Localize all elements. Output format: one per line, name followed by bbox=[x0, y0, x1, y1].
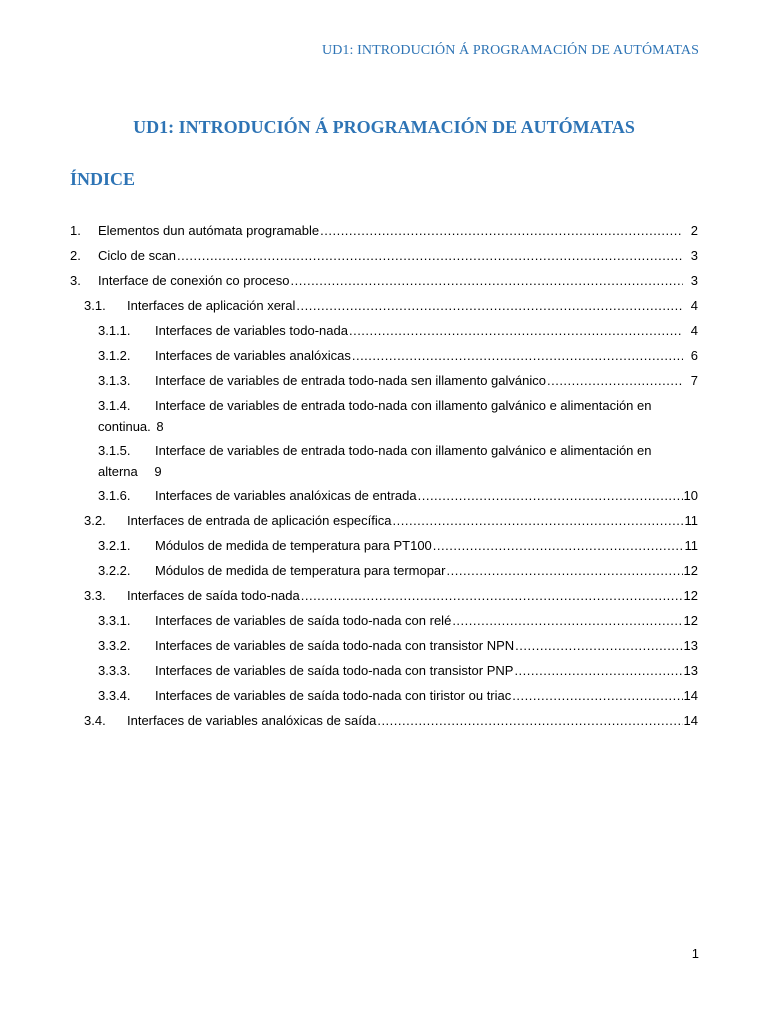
toc-entry-title: Interfaces de variables todo-nada bbox=[155, 323, 348, 338]
table-of-contents bbox=[70, 220, 698, 732]
dot-leader bbox=[447, 560, 683, 582]
toc-entry[interactable] bbox=[70, 220, 698, 242]
dot-leader bbox=[512, 685, 682, 707]
toc-entry-title: Módulos de medida de temperatura para termopar bbox=[155, 563, 446, 578]
toc-entry-title: Interface de variables de entrada todo-nada con illamento galvánico e alimentación en bbox=[155, 398, 652, 413]
toc-entry-page: 6 bbox=[690, 348, 698, 363]
toc-entry[interactable] bbox=[70, 510, 698, 532]
toc-entry-number: 3.3.4. bbox=[98, 688, 131, 703]
toc-entry-title: Elementos dun autómata programable bbox=[98, 223, 320, 238]
toc-entry-number: 3.2.2. bbox=[98, 563, 131, 578]
toc-entry-number: 2. bbox=[70, 248, 81, 263]
dot-leader bbox=[296, 295, 683, 317]
toc-entry-page: 14 bbox=[683, 713, 698, 728]
running-header: UD1: INTRODUCIÓN Á PROGRAMACIÓN DE AUTÓMATAS bbox=[321, 43, 699, 58]
toc-entry-number: 3.1.5. bbox=[98, 443, 131, 458]
toc-entry-number: 3. bbox=[70, 273, 81, 288]
toc-entry-page: 13 bbox=[683, 663, 698, 678]
toc-entry[interactable] bbox=[70, 685, 698, 707]
toc-entry-title: Interfaces de variables de saída todo-nada con tiristor ou triac bbox=[155, 688, 512, 703]
toc-entry-title: Módulos de medida de temperatura para PT100 bbox=[155, 538, 432, 553]
toc-entry-number: 3.3. bbox=[84, 588, 106, 603]
toc-entry-page: 12 bbox=[683, 613, 698, 628]
toc-entry-title: Interface de variables de entrada todo-nada con illamento galvánico e alimentación en bbox=[155, 443, 652, 458]
dot-leader bbox=[418, 485, 683, 507]
toc-entry-page: 7 bbox=[690, 373, 698, 388]
toc-entry[interactable] bbox=[70, 710, 698, 732]
toc-entry[interactable] bbox=[70, 345, 698, 367]
toc-entry-title: Interface de variables de entrada todo-nada sen illamento galvánico bbox=[155, 373, 546, 388]
dot-leader bbox=[514, 660, 682, 682]
toc-entry-number: 3.3.1. bbox=[98, 613, 131, 628]
toc-entry-page: 10 bbox=[683, 488, 698, 503]
toc-entry-number: 3.4. bbox=[84, 713, 106, 728]
toc-entry[interactable] bbox=[70, 440, 698, 482]
toc-entry-title: Interfaces de entrada de aplicación específica bbox=[127, 513, 392, 528]
toc-entry[interactable] bbox=[70, 660, 698, 682]
toc-entry-title: Interfaces de variables de saída todo-nada con transistor NPN bbox=[155, 638, 515, 653]
toc-entry-title: Interfaces de variables de saída todo-nada con transistor PNP bbox=[155, 663, 514, 678]
dot-leader bbox=[393, 510, 683, 532]
toc-entry-number: 3.2.1. bbox=[98, 538, 131, 553]
toc-entry[interactable] bbox=[70, 245, 698, 267]
toc-entry-title: Interfaces de variables de saída todo-nada con relé bbox=[155, 613, 452, 628]
toc-entry-title: Interfaces de aplicación xeral bbox=[127, 298, 296, 313]
toc-entry[interactable] bbox=[70, 320, 698, 342]
document-title: UD1: INTRODUCIÓN Á PROGRAMACIÓN DE AUTÓMATAS bbox=[133, 117, 635, 137]
index-heading: ÍNDICE bbox=[70, 169, 136, 189]
toc-entry-number: 3.1.3. bbox=[98, 373, 131, 388]
toc-entry[interactable] bbox=[70, 535, 698, 557]
toc-entry[interactable] bbox=[70, 395, 698, 437]
dot-leader bbox=[320, 220, 683, 242]
toc-entry-page: 9 bbox=[154, 464, 162, 479]
toc-entry-title: Ciclo de scan bbox=[98, 248, 177, 263]
toc-entry-number: 3.3.3. bbox=[98, 663, 131, 678]
dot-leader bbox=[349, 320, 683, 342]
dot-leader bbox=[177, 245, 683, 267]
toc-entry[interactable] bbox=[70, 635, 698, 657]
toc-entry-title: Interface de conexión co proceso bbox=[98, 273, 290, 288]
toc-entry-number: 3.1.2. bbox=[98, 348, 131, 363]
toc-entry[interactable] bbox=[70, 370, 698, 392]
toc-entry-page: 13 bbox=[683, 638, 698, 653]
dot-leader bbox=[515, 635, 682, 657]
toc-entry-page: 11 bbox=[684, 513, 698, 528]
toc-entry-page: 14 bbox=[683, 688, 698, 703]
page-number: 1 bbox=[691, 946, 699, 961]
toc-entry[interactable] bbox=[70, 560, 698, 582]
toc-entry-title-continuation: continua. bbox=[98, 419, 151, 434]
toc-entry-title: Interfaces de variables analóxicas bbox=[155, 348, 351, 363]
toc-entry[interactable] bbox=[70, 485, 698, 507]
dot-leader bbox=[352, 345, 683, 367]
toc-entry-number: 3.3.2. bbox=[98, 638, 131, 653]
dot-leader bbox=[433, 535, 683, 557]
toc-entry-page: 11 bbox=[684, 538, 698, 553]
toc-entry[interactable] bbox=[70, 295, 698, 317]
toc-entry-number: 3.1. bbox=[84, 298, 106, 313]
toc-entry-title: Interfaces de variables analóxicas de entrada bbox=[155, 488, 417, 503]
toc-entry-title: Interfaces de saída todo-nada bbox=[127, 588, 300, 603]
toc-entry-number: 1. bbox=[70, 223, 81, 238]
dot-leader bbox=[291, 270, 683, 292]
toc-entry[interactable] bbox=[70, 585, 698, 607]
toc-entry-title-continuation: alterna bbox=[98, 464, 138, 479]
toc-entry-number: 3.2. bbox=[84, 513, 106, 528]
toc-entry[interactable] bbox=[70, 610, 698, 632]
toc-entry-page: 12 bbox=[683, 563, 698, 578]
dot-leader bbox=[547, 370, 683, 392]
toc-entry-number: 3.1.6. bbox=[98, 488, 131, 503]
toc-entry-page: 8 bbox=[156, 419, 164, 434]
toc-entry-number: 3.1.1. bbox=[98, 323, 131, 338]
toc-entry-page: 3 bbox=[690, 248, 698, 263]
toc-entry-page: 4 bbox=[690, 323, 698, 338]
toc-entry-page: 4 bbox=[690, 298, 698, 313]
toc-entry-title: Interfaces de variables analóxicas de saída bbox=[127, 713, 377, 728]
toc-entry-page: 3 bbox=[690, 273, 698, 288]
toc-entry[interactable] bbox=[70, 270, 698, 292]
toc-entry-number: 3.1.4. bbox=[98, 398, 131, 413]
dot-leader bbox=[452, 610, 682, 632]
dot-leader bbox=[301, 585, 683, 607]
toc-entry-page: 12 bbox=[683, 588, 698, 603]
dot-leader bbox=[377, 710, 682, 732]
toc-entry-page: 2 bbox=[690, 223, 698, 238]
